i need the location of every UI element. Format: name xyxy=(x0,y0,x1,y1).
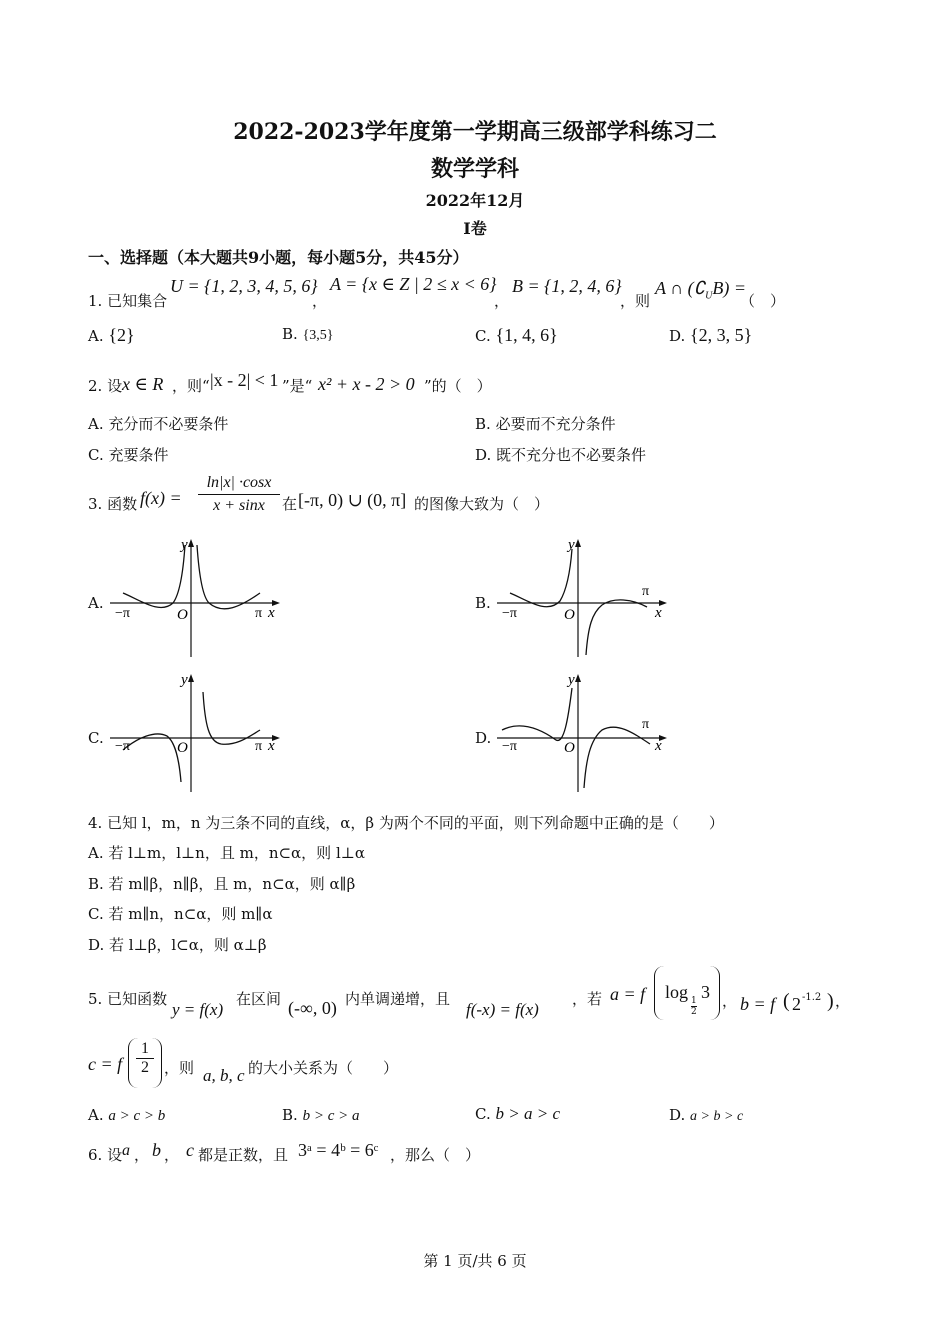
question-2-prefix: 2. 设 xyxy=(88,377,123,395)
y-axis-label: y xyxy=(568,672,575,688)
comma: ， xyxy=(494,292,510,310)
comma: ， xyxy=(312,292,328,310)
q5-vars: a, b, c xyxy=(203,1066,245,1085)
q2-cond1: |x - 2| < 1 xyxy=(210,370,279,390)
y-axis-label: y xyxy=(181,672,188,688)
q5-mid2: 内单调递增，且 xyxy=(345,990,451,1008)
q5-log-base: 1 2 xyxy=(691,996,697,1017)
subject-title: 数学学科 xyxy=(430,156,519,182)
pi-label: π xyxy=(255,606,263,621)
pi-label: π xyxy=(255,739,263,754)
graph-c[interactable] xyxy=(105,670,285,795)
set-u: U = {1, 2, 3, 4, 5, 6} xyxy=(170,276,318,296)
q5-b-paren-close: ) xyxy=(827,990,834,1012)
pi-label: π xyxy=(642,584,650,599)
q5-b-pow: 2 xyxy=(792,994,801,1014)
q5-option-a: A. a > c > b xyxy=(88,1106,166,1124)
x-axis-label: x xyxy=(268,738,275,754)
q3-tail: 的图像大致为（ ） xyxy=(414,495,550,513)
origin-label: O xyxy=(177,607,188,623)
q1-option-a: A. {2} xyxy=(88,325,135,345)
comma: ， xyxy=(722,992,738,1010)
y-axis-label: y xyxy=(568,537,575,553)
q4-option-c: C. 若 m∥n，n⊂α，则 m∥α xyxy=(88,905,273,923)
q5-mid1: 在区间 xyxy=(236,990,282,1008)
origin-label: O xyxy=(177,740,188,756)
graph-d[interactable] xyxy=(492,670,672,795)
x-axis-label: x xyxy=(655,605,662,621)
origin-label: O xyxy=(564,607,575,623)
q2-option-b: B. 必要而不充分条件 xyxy=(475,415,616,433)
q6-c: c xyxy=(186,1140,194,1160)
q3-in: 在 xyxy=(282,495,298,513)
q5-b-exp: -1.2 xyxy=(802,992,822,1003)
q2-var: x ∈ R xyxy=(122,374,164,394)
exam-title: 2022-2023学年度第一学期高三级部学科练习二 xyxy=(233,119,717,145)
q6-b: b xyxy=(152,1140,161,1160)
q4-option-b: B. 若 m∥β，n∥β，且 m，n⊂α，则 α∥β xyxy=(88,875,356,893)
graph-b-label: B. xyxy=(475,594,491,612)
q2-option-d: D. 既不充分也不必要条件 xyxy=(475,446,647,464)
graph-a[interactable] xyxy=(105,535,285,660)
x-axis-label: x xyxy=(655,738,662,754)
q5-option-c: C. b > a > c xyxy=(475,1104,560,1123)
y-axis-label: y xyxy=(181,537,188,553)
q3-func: f(x) = xyxy=(140,488,182,508)
neg-pi-label: −π xyxy=(115,606,130,621)
q6-tail: ，那么（ ） xyxy=(390,1146,481,1164)
q5-even: f(-x) = f(x) xyxy=(466,1000,539,1019)
q4-option-a: A. 若 l⊥m，l⊥n，且 m，n⊂α，则 l⊥α xyxy=(88,844,365,862)
q6-eq: 3ᵃ = 4ᵇ = 6ᶜ xyxy=(298,1140,379,1160)
question-5-prefix: 5. 已知函数 xyxy=(88,990,168,1008)
neg-pi-label: −π xyxy=(502,739,517,754)
graph-a-label: A. xyxy=(88,594,104,612)
pi-label: π xyxy=(642,717,650,732)
set-expression: A ∩ $(∁_UB)$ = xyxy=(655,278,746,302)
q2-tail: ”的（ ） xyxy=(424,377,492,395)
origin-label: O xyxy=(564,740,575,756)
answer-paren: （ ） xyxy=(740,292,786,310)
question-6-prefix: 6. 设 xyxy=(88,1146,123,1164)
q5-tail: 的大小关系为（ ） xyxy=(248,1059,399,1077)
exam-date: 2022年12月 xyxy=(425,191,525,210)
q6-a: a xyxy=(122,1142,130,1159)
q5-b-paren-open: ( xyxy=(783,990,790,1012)
q5-mid3: ，若 xyxy=(572,990,603,1008)
comma: ， xyxy=(835,992,851,1010)
graph-b[interactable] xyxy=(492,535,672,660)
section-title: 一、选择题（本大题共9小题，每小题5分，共45分） xyxy=(88,248,469,267)
q5-log: log xyxy=(665,982,689,1002)
set-a: A = {x ∈ Z | 2 ≤ x < 6} xyxy=(330,274,497,294)
q1-option-d: D. {2, 3, 5} xyxy=(669,325,753,345)
graph-d-label: D. xyxy=(475,729,492,747)
q1-option-b: B. {3,5} xyxy=(282,325,334,343)
q5-interval: (-∞, 0) xyxy=(288,998,337,1018)
x-axis-label: x xyxy=(268,605,275,621)
q5-c-def: c = f xyxy=(88,1054,123,1074)
comma: ， xyxy=(134,1146,150,1164)
neg-pi-label: −π xyxy=(502,606,517,621)
question-3-prefix: 3. 函数 xyxy=(88,495,138,513)
q5-option-b: B. b > c > a xyxy=(282,1106,360,1124)
q5-c-paren: 1 2 xyxy=(128,1038,162,1088)
q4-option-d: D. 若 l⊥β，l⊂α，则 α⊥β xyxy=(88,936,267,954)
q2-option-a: A. 充分而不必要条件 xyxy=(88,415,229,433)
q5-then: ，则 xyxy=(164,1059,195,1077)
q2-cond2: x² + x - 2 > 0 xyxy=(318,374,415,394)
q2-option-c: C. 充要条件 xyxy=(88,446,169,464)
q2-mid1: ，则“ xyxy=(172,377,210,395)
q2-mid2: ”是“ xyxy=(282,377,313,395)
q3-domain: [-π, 0) ∪ (0, π] xyxy=(298,490,407,510)
volume-label: I卷 xyxy=(463,219,487,238)
q5-log-arg: 3 xyxy=(701,982,710,1002)
q6-mid: 都是正数，且 xyxy=(198,1146,289,1164)
q5-option-d: D. a > b > c xyxy=(669,1106,744,1124)
q5-a-def: a = f xyxy=(610,984,646,1004)
graph-c-label: C. xyxy=(88,729,104,747)
set-b: B = {1, 2, 4, 6} xyxy=(512,276,622,296)
question-1-then: ，则 xyxy=(620,292,651,310)
q3-fraction: ln|x| ·cosx x + sinx xyxy=(198,474,280,515)
q5-b-def: b = f xyxy=(740,994,776,1014)
question-4-stem: 4. 已知 l，m，n 为三条不同的直线，α，β 为两个不同的平面，则下列命题中正确的是（ ） xyxy=(88,814,724,832)
q5-func: y = f(x) xyxy=(172,1000,224,1019)
question-1-prefix: 1. 已知集合 xyxy=(88,292,168,310)
page-footer: 第 1 页/共 6 页 xyxy=(423,1252,527,1270)
comma: ， xyxy=(164,1146,180,1164)
neg-pi-label: −π xyxy=(115,739,130,754)
q5-a-paren xyxy=(654,966,720,1020)
q1-option-c: C. {1, 4, 6} xyxy=(475,325,558,345)
